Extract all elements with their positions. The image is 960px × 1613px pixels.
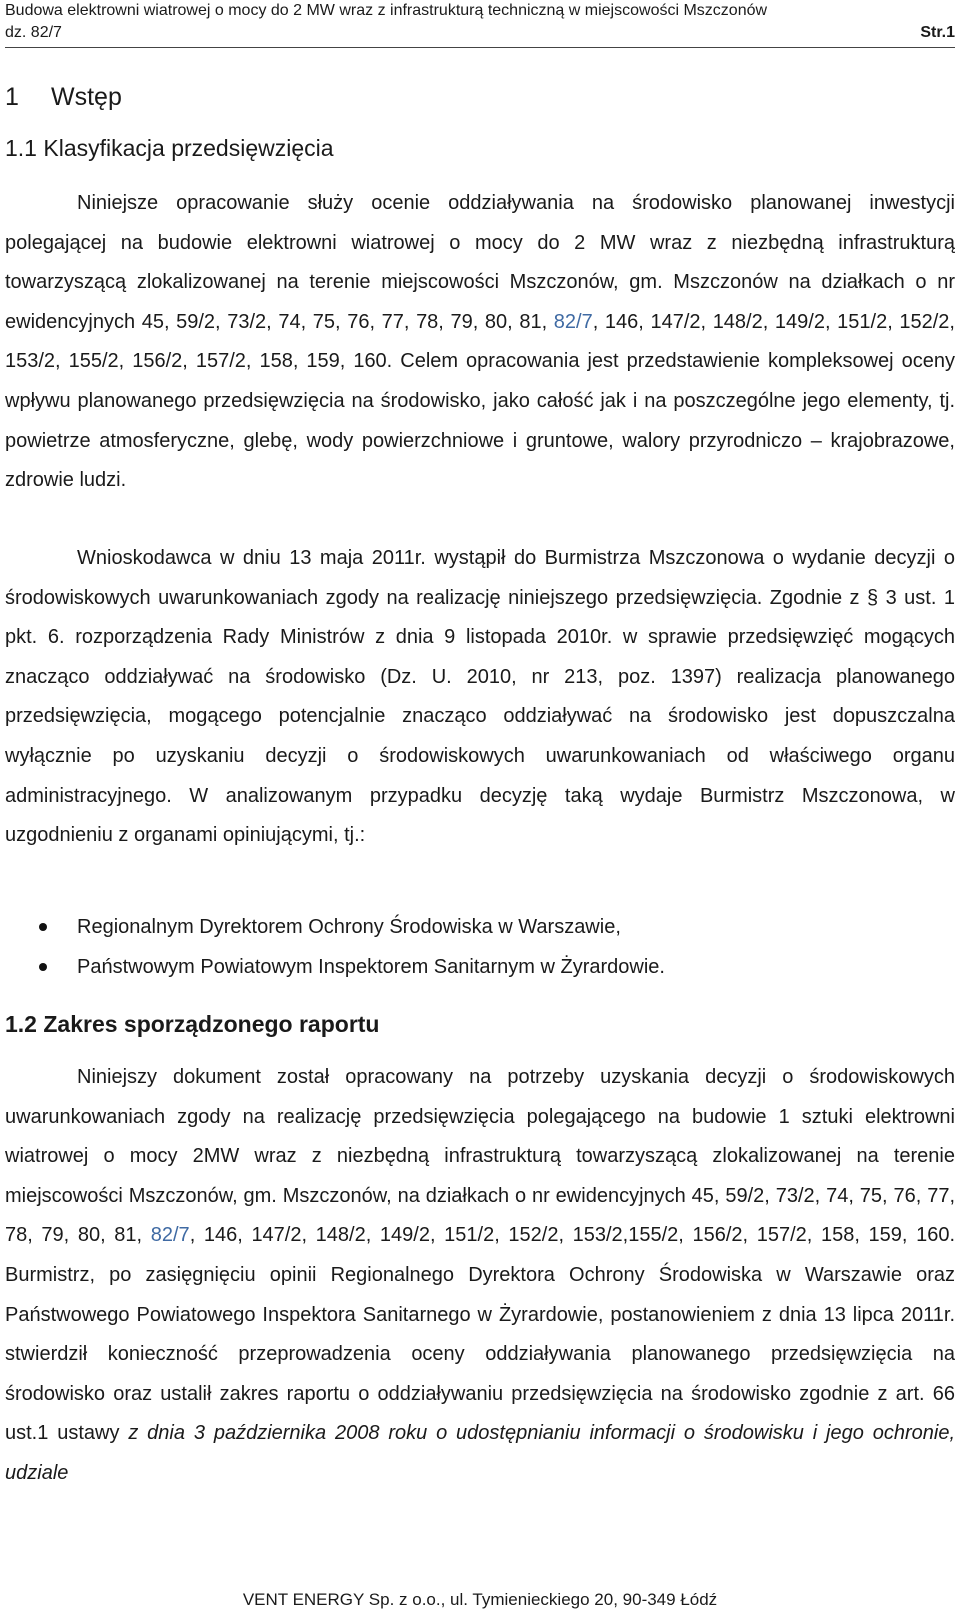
bullet-icon <box>39 963 47 971</box>
header-title: Budowa elektrowni wiatrowej o mocy do 2 MW wraz z infrastrukturą techniczną w miejscowości Mszczonów <box>5 2 768 19</box>
section-title: Wstęp <box>51 83 122 111</box>
paragraph-application <box>5 539 955 856</box>
plot-link[interactable]: 82/7 <box>553 310 593 333</box>
paragraph-text-b: , 146, 147/2, 148/2, 149/2, 151/2, 152/2, 153/2,155/2, 156/2, 157/2, 158, 159, 160. Burmistrz, po zasięgnięciu opinii Regionalnego Dyrektora Ochrony Środowiska w Warszawie oraz Państwowego Powiatowego Inspektora Sanitarnego w Żyrardowie, postanowieniem z dnia 13 lipca 2011r. stwierdził konieczność przeprowadzenia oceny oddziaływania planowanego przedsięwzięcia na środowisko oraz ustalił zakres raportu o oddziaływaniu przedsięwzięcia na środowisko zgodnie z art. 66 ust.1 ustawy <box>5 1224 956 1445</box>
paragraph-scope <box>5 1058 955 1494</box>
plot-link[interactable]: 82/7 <box>150 1224 190 1247</box>
list-item-text: Regionalnym Dyrektorem Ochrony Środowiska w Warszawie, <box>77 916 621 938</box>
page-footer: VENT ENERGY Sp. z o.o., ul. Tymienieckiego 20, 90-349 Łódź <box>242 1590 718 1609</box>
paragraph-text-a: Niniejszy dokument został opracowany na potrzeby uzyskania decyzji o środowiskowych uwarunkowaniach zgody na realizację przedsięwzięcia polegającego na budowie 1 sztuki elektrowni wiatrowej o mocy 2MW wraz z niezbędną infrastrukturą towarzyszącą zlokalizowanej na terenie miejscowości Mszczonów, gm. Mszczonów, na działkach o nr ewidencyjnych 45, 59/2, 73/2, 74, 75, 76, 77, 78, 79, 80, 81, <box>5 1066 955 1247</box>
paragraph-italic-text: z dnia 3 października 2008 roku o udostępnianiu informacji o środowisku i jego ochronie, udziale <box>5 1422 955 1484</box>
subsection-heading-1-2: 1.2 Zakres sporządzonego raportu <box>5 1011 380 1037</box>
list-item <box>5 907 955 947</box>
page-header <box>5 0 955 44</box>
header-plot: dz. 82/7 <box>5 24 62 41</box>
paragraph-text-a: Niniejsze opracowanie służy ocenie oddziaływania na środowisko planowanej inwestycji polegającej na budowie elektrowni wiatrowej o mocy do 2 MW wraz z niezbędną infrastrukturą towarzyszącą zlokalizowanej na terenie miejscowości Mszczonów, gm. Mszczonów na działkach o nr ewidencyjnych 45, 59/2, 73/2, 74, 75, 76, 77, 78, 79, 80, 81, <box>5 192 955 333</box>
section-heading-1 <box>5 80 122 114</box>
list-item-text: Państwowym Powiatowym Inspektorem Sanitarnym w Żyrardowie. <box>77 956 665 978</box>
bullet-list <box>5 907 955 987</box>
list-item <box>5 947 955 987</box>
header-page-number: Str.1 <box>920 24 955 41</box>
header-row <box>5 22 955 44</box>
header-divider <box>5 47 955 48</box>
paragraph-text: Wnioskodawca w dniu 13 maja 2011r. wystąpił do Burmistrza Mszczonowa o wydanie decyzji o środowiskowych uwarunkowaniach zgody na realizację niniejszego przedsięwzięcia. Zgodnie z § 3 ust. 1 pkt. 6. rozporządzenia Rady Ministrów z dnia 9 listopada 2010r. w sprawie przedsięwzięć mogących znacząco oddziaływać na środowisko (Dz. U. 2010, nr 213, poz. 1397) realizacja planowanego przedsięwzięcia, mogącego potencjalnie znacząco oddziaływać na środowisko jest dopuszczalna wyłącznie po uzyskaniu decyzji o środowiskowych uwarunkowaniach od właściwego organu administracyjnego. W analizowanym przypadku decyzję taką wydaje Burmistrz Mszczonowa, w uzgodnieniu z organami opiniującymi, tj.: <box>5 547 955 847</box>
paragraph-classification <box>5 184 955 501</box>
section-number: 1 <box>5 83 19 111</box>
subsection-heading-1-1: 1.1 Klasyfikacja przedsięwzięcia <box>5 135 334 161</box>
paragraph-text-b: , 146, 147/2, 148/2, 149/2, 151/2, 152/2, 153/2, 155/2, 156/2, 157/2, 158, 159, 160. Celem opracowania jest przedstawienie kompleksowej oceny wpływu planowanego przedsięwzięcia na środowisko, jako całość jak i na poszczególne jego elementy, tj. powietrze atmosferyczne, glebę, wody powierzchniowe i gruntowe, walory przyrodniczo – krajobrazowe, zdrowie ludzi. <box>5 310 955 492</box>
bullet-icon <box>39 923 47 931</box>
